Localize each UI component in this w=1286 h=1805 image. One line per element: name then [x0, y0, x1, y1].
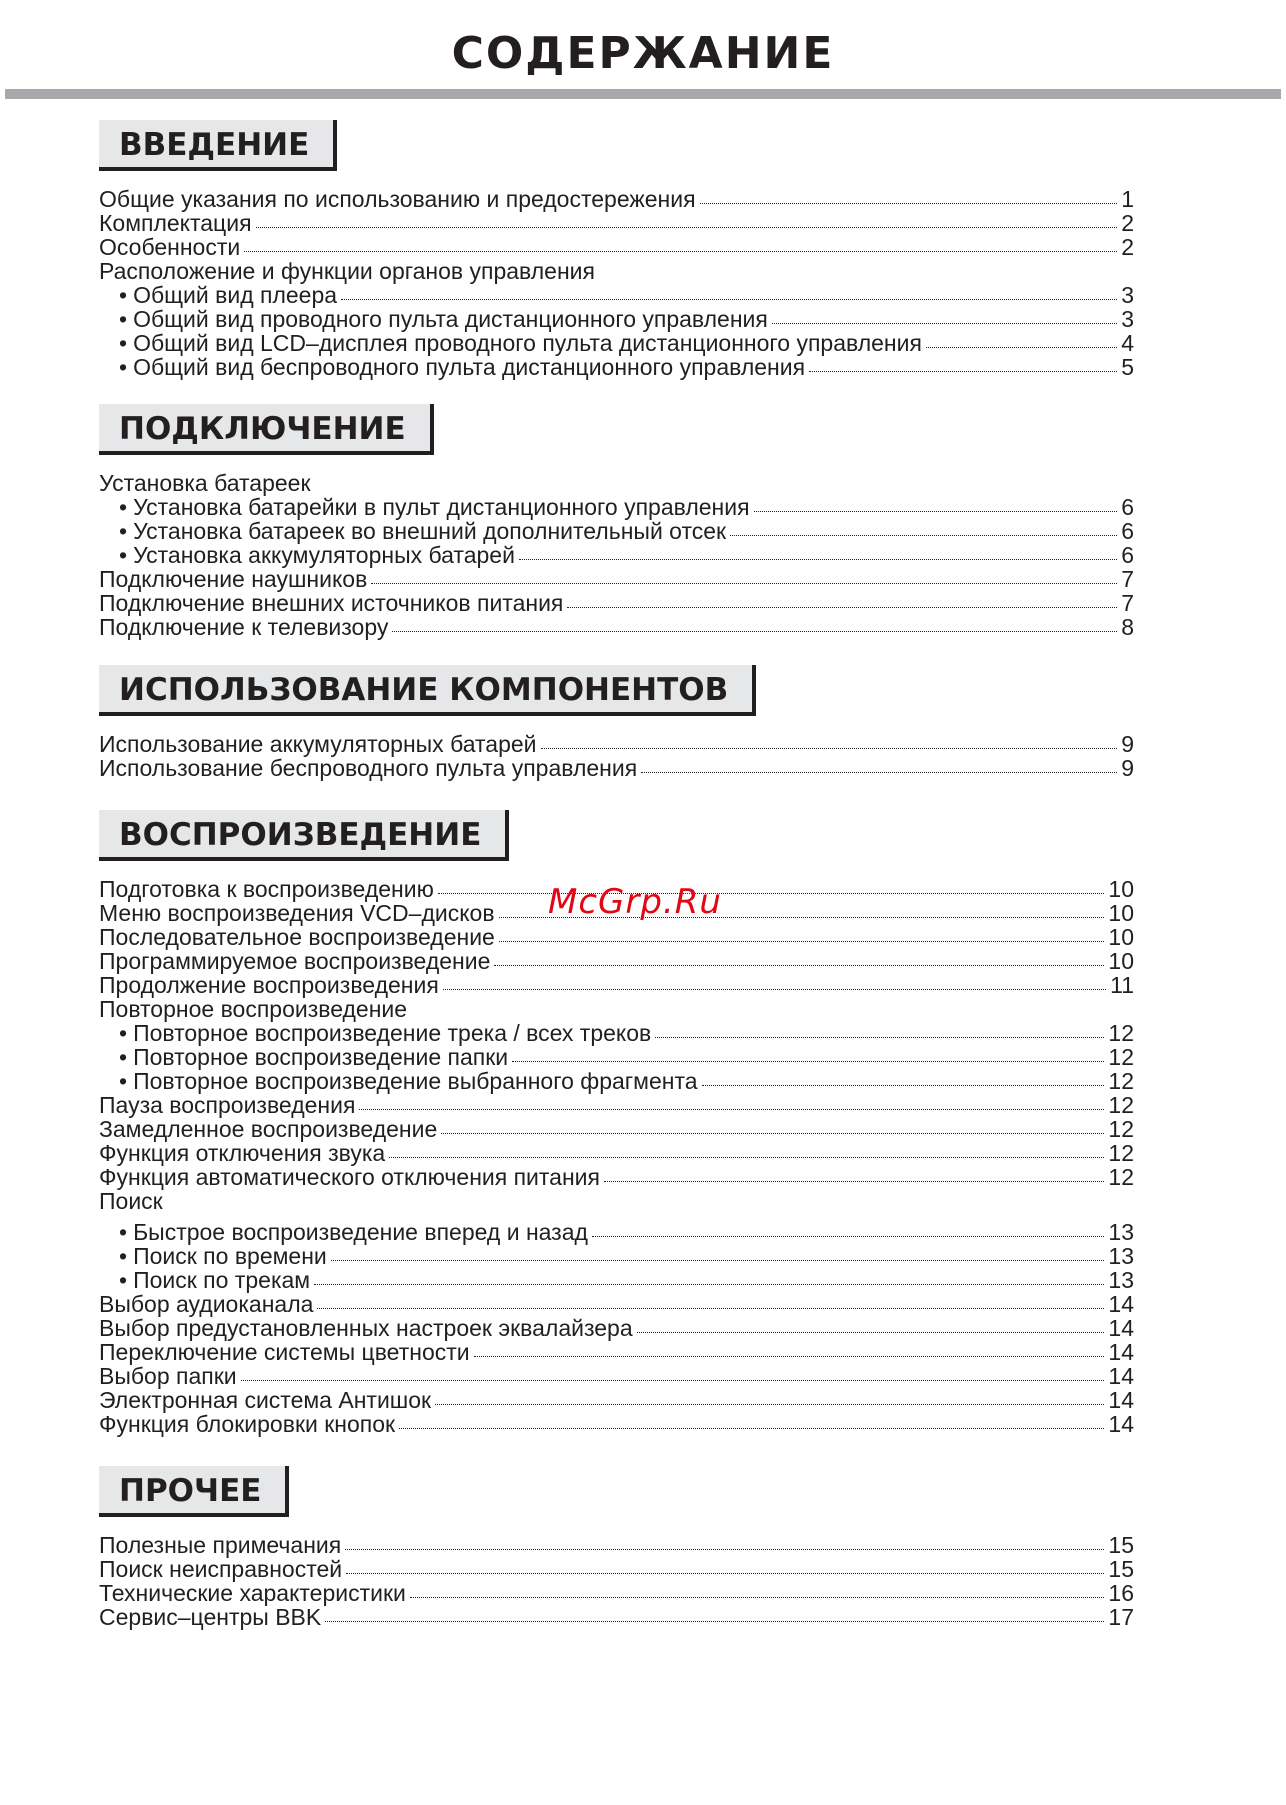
section-heading: ВВЕДЕНИЕ [99, 120, 337, 171]
toc-page-number: 14 [1108, 1315, 1134, 1341]
section-heading: ПРОЧЕЕ [99, 1466, 289, 1517]
toc-page-number: 1 [1121, 186, 1134, 212]
toc-entry [99, 1388, 1134, 1412]
dot-leader [341, 299, 1117, 300]
toc-entry-list [99, 471, 1134, 639]
toc-entry-title: Общий вид LCD–дисплея проводного пульта дистанционного управления [133, 330, 922, 356]
toc-page-number: 6 [1121, 518, 1134, 544]
toc-page-number: 14 [1108, 1363, 1134, 1389]
toc-entry-title: Функция отключения звука [99, 1140, 386, 1166]
toc-entry-title: Быстрое воспроизведение вперед и назад [133, 1219, 588, 1245]
dot-leader [641, 772, 1117, 773]
dot-leader [541, 748, 1118, 749]
toc-entry-title: Выбор папки [99, 1363, 237, 1389]
toc-entry-title: Общий вид плеера [133, 282, 338, 308]
toc-entry-title: Программируемое воспроизведение [99, 948, 491, 974]
bullet-icon: • [119, 542, 128, 568]
toc-page-number: 14 [1108, 1411, 1134, 1437]
dot-leader [241, 1380, 1105, 1381]
toc-page-number: 3 [1121, 306, 1134, 332]
dot-leader [754, 511, 1118, 512]
toc-subentry [99, 1244, 1134, 1268]
toc-subentry [99, 355, 1134, 379]
toc-page-number: 5 [1121, 354, 1134, 380]
dot-leader [371, 583, 1117, 584]
dot-leader [314, 1284, 1104, 1285]
toc-entry-title: Общий вид проводного пульта дистанционного управления [133, 306, 768, 332]
dot-leader [494, 965, 1104, 966]
toc-page-number: 10 [1108, 948, 1134, 974]
toc-entry-title: Общие указания по использованию и предостережения [99, 186, 696, 212]
toc-entry-list [99, 877, 1134, 1436]
toc-page-number: 7 [1121, 590, 1134, 616]
toc-entry [99, 925, 1134, 949]
toc-page-number: 7 [1121, 566, 1134, 592]
toc-page-number: 10 [1108, 900, 1134, 926]
toc-page-number: 17 [1108, 1604, 1134, 1630]
toc-entry [99, 259, 1134, 283]
page-title: СОДЕРЖАНИЕ [451, 28, 835, 79]
dot-leader [637, 1332, 1105, 1333]
toc-subentry [99, 1220, 1134, 1244]
toc-entry-title: Повторное воспроизведение папки [133, 1044, 509, 1070]
toc-page-number: 4 [1121, 330, 1134, 356]
toc-section [99, 404, 1134, 639]
dot-leader [244, 251, 1117, 252]
toc-page-number: 9 [1121, 731, 1134, 757]
dot-leader [700, 203, 1118, 204]
toc-entry-title: Переключение системы цветности [99, 1339, 470, 1365]
dot-leader [772, 323, 1117, 324]
dot-leader [392, 631, 1117, 632]
bullet-icon: • [119, 1068, 128, 1094]
toc-section [99, 665, 1134, 780]
toc-entry-title: Подготовка к воспроизведению [99, 876, 434, 902]
toc-entry-title: Поиск по трекам [133, 1267, 311, 1293]
toc-page-number: 11 [1110, 972, 1134, 998]
title-divider [5, 89, 1281, 99]
toc-page-number: 14 [1108, 1291, 1134, 1317]
toc-section [99, 1466, 1134, 1629]
toc-entry-title: Последовательное воспроизведение [99, 924, 495, 950]
dot-leader [345, 1549, 1104, 1550]
toc-subentry [99, 283, 1134, 307]
toc-page-number: 15 [1108, 1556, 1134, 1582]
toc-entry [99, 756, 1134, 780]
bullet-icon: • [119, 1020, 128, 1046]
toc-entry [99, 615, 1134, 639]
toc-page-number: 12 [1108, 1140, 1134, 1166]
toc-entry-title: Подключение к телевизору [99, 614, 389, 640]
toc-entry-title: Установка батареек во внешний дополнительный отсек [133, 518, 727, 544]
dot-leader [567, 607, 1117, 608]
dot-leader [655, 1037, 1104, 1038]
toc-entry-title: Замедленное воспроизведение [99, 1116, 438, 1142]
toc-entry [99, 1340, 1134, 1364]
bullet-icon: • [119, 1044, 128, 1070]
toc-entry-title: Поиск по времени [133, 1243, 327, 1269]
dot-leader [730, 535, 1117, 536]
toc-entry [99, 949, 1134, 973]
toc-subentry [99, 543, 1134, 567]
toc-subentry [99, 1021, 1134, 1045]
toc-page-number: 13 [1108, 1243, 1134, 1269]
toc-page-number: 15 [1108, 1532, 1134, 1558]
toc-entry-list [99, 1533, 1134, 1629]
toc-entry-title: Повторное воспроизведение выбранного фрагмента [133, 1068, 698, 1094]
toc-entry [99, 187, 1134, 211]
toc-entry [99, 235, 1134, 259]
toc-page-number: 6 [1121, 494, 1134, 520]
toc-page-number: 12 [1108, 1020, 1134, 1046]
toc-entry [99, 1165, 1134, 1189]
dot-leader [359, 1109, 1104, 1110]
dot-leader [499, 941, 1105, 942]
bullet-icon: • [119, 518, 128, 544]
toc-entry-title: Продолжение воспроизведения [99, 972, 439, 998]
dot-leader [410, 1597, 1105, 1598]
dot-leader [438, 893, 1105, 894]
toc-entry [99, 591, 1134, 615]
toc-page-number: 13 [1108, 1267, 1134, 1293]
toc-entry [99, 567, 1134, 591]
dot-leader [702, 1085, 1105, 1086]
toc-entry [99, 1316, 1134, 1340]
dot-leader [317, 1308, 1104, 1309]
toc-page-number: 10 [1108, 876, 1134, 902]
dot-leader [592, 1236, 1104, 1237]
dot-leader [331, 1260, 1105, 1261]
dot-leader [604, 1181, 1104, 1182]
toc-entry-title: Установка аккумуляторных батарей [133, 542, 515, 568]
toc-entry-title: Повторное воспроизведение [99, 996, 408, 1022]
dot-leader [443, 989, 1106, 990]
toc-entry [99, 1412, 1134, 1436]
bullet-icon: • [119, 354, 128, 380]
dot-leader [256, 227, 1118, 228]
toc-subentry [99, 331, 1134, 355]
toc-page-number: 14 [1108, 1339, 1134, 1365]
dot-leader [435, 1404, 1104, 1405]
toc-entry-title: Электронная система Антишок [99, 1387, 432, 1413]
toc-entry-title: Использование аккумуляторных батарей [99, 731, 537, 757]
toc-entry-title: Выбор аудиоканала [99, 1291, 314, 1317]
bullet-icon: • [119, 306, 128, 332]
bullet-icon: • [119, 1219, 128, 1245]
toc-page-number: 16 [1108, 1580, 1134, 1606]
toc-entry [99, 211, 1134, 235]
toc-entry [99, 1189, 1134, 1213]
toc-page-number: 12 [1108, 1068, 1134, 1094]
toc-subentry [99, 1045, 1134, 1069]
toc-subentry [99, 1069, 1134, 1093]
section-heading: ВОСПРОИЗВЕДЕНИЕ [99, 810, 509, 861]
toc-entry-title: Подключение наушников [99, 566, 368, 592]
toc-entry-title: Подключение внешних источников питания [99, 590, 564, 616]
dot-leader [325, 1621, 1104, 1622]
toc-page-number: 12 [1108, 1116, 1134, 1142]
toc-entry-title: Функция автоматического отключения питания [99, 1164, 600, 1190]
toc-entry [99, 1533, 1134, 1557]
watermark: McGrp.Ru [548, 882, 722, 922]
toc-subentry [99, 495, 1134, 519]
toc-page-number: 10 [1108, 924, 1134, 950]
toc-entry-title: Выбор предустановленных настроек эквалайзера [99, 1315, 633, 1341]
toc-entry-title: Установка батарейки в пульт дистанционного управления [133, 494, 750, 520]
bullet-icon: • [119, 282, 128, 308]
bullet-icon: • [119, 494, 128, 520]
section-heading: ПОДКЛЮЧЕНИЕ [99, 404, 434, 455]
toc-entry [99, 1557, 1134, 1581]
dot-leader [809, 371, 1117, 372]
toc-entry-title: Полезные примечания [99, 1532, 342, 1558]
toc-entry-title: Особенности [99, 234, 241, 260]
dot-leader [346, 1573, 1104, 1574]
toc-entry [99, 471, 1134, 495]
bullet-icon: • [119, 330, 128, 356]
dot-leader [389, 1157, 1104, 1158]
toc-entry-list [99, 732, 1134, 780]
dot-leader [399, 1428, 1104, 1429]
toc-entry-title: Поиск [99, 1188, 163, 1214]
toc-entry [99, 1117, 1134, 1141]
toc-page-number: 12 [1108, 1164, 1134, 1190]
toc-entry-list [99, 187, 1134, 379]
toc-page-number: 6 [1121, 542, 1134, 568]
toc-page-number: 12 [1108, 1044, 1134, 1070]
toc-subentry [99, 519, 1134, 543]
toc-entry-title: Установка батареек [99, 470, 311, 496]
dot-leader [926, 347, 1117, 348]
dot-leader [519, 559, 1117, 560]
toc-page-number: 9 [1121, 755, 1134, 781]
toc-page-number: 2 [1121, 234, 1134, 260]
toc-page-number: 13 [1108, 1219, 1134, 1245]
section-heading: ИСПОЛЬЗОВАНИЕ КОМПОНЕНТОВ [99, 665, 756, 716]
toc-entry [99, 1605, 1134, 1629]
toc-entry-title: Комплектация [99, 210, 252, 236]
toc-page-number: 2 [1121, 210, 1134, 236]
toc-page-number: 3 [1121, 282, 1134, 308]
toc-entry-title: Повторное воспроизведение трека / всех треков [133, 1020, 652, 1046]
toc-entry-title: Функция блокировки кнопок [99, 1411, 396, 1437]
dot-leader [441, 1133, 1104, 1134]
toc-entry [99, 732, 1134, 756]
toc-entry-title: Пауза воспроизведения [99, 1092, 356, 1118]
bullet-icon: • [119, 1243, 128, 1269]
toc-entry-title: Сервис–центры BBK [99, 1604, 322, 1630]
toc-entry [99, 1364, 1134, 1388]
toc-entry [99, 1141, 1134, 1165]
toc-section [99, 120, 1134, 379]
toc-entry-title: Общий вид беспроводного пульта дистанционного управления [133, 354, 806, 380]
toc-entry-title: Использование беспроводного пульта управления [99, 755, 638, 781]
dot-leader [512, 1061, 1104, 1062]
toc-page-number: 14 [1108, 1387, 1134, 1413]
toc-entry-title: Поиск неисправностей [99, 1556, 343, 1582]
toc-page-number: 12 [1108, 1092, 1134, 1118]
toc-subentry [99, 1268, 1134, 1292]
toc-entry [99, 973, 1134, 997]
toc-page-number: 8 [1121, 614, 1134, 640]
toc-entry [99, 997, 1134, 1021]
bullet-icon: • [119, 1267, 128, 1293]
toc-subentry [99, 307, 1134, 331]
toc-entry-title: Технические характеристики [99, 1580, 406, 1606]
toc-entry [99, 1292, 1134, 1316]
toc-entry [99, 1093, 1134, 1117]
toc-entry [99, 1581, 1134, 1605]
toc-entry-title: Расположение и функции органов управления [99, 258, 595, 284]
dot-leader [474, 1356, 1105, 1357]
toc-entry-title: Меню воспроизведения VCD–дисков [99, 900, 495, 926]
